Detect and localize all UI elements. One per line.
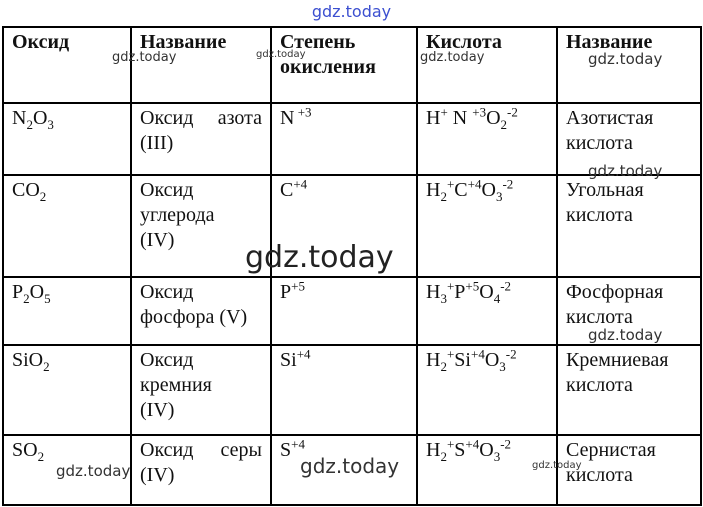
- header-oxidation-state: Степень окисления: [271, 27, 417, 103]
- site-watermark-top: gdz.today: [311, 2, 392, 21]
- acid-name: Кремниевая кислота: [557, 345, 701, 435]
- oxidation-state: $C^{+4}$: [271, 175, 417, 277]
- acid-formula: $H_3^+P^{+5}O_4^{-2}$: [417, 277, 557, 345]
- header-oxide: Оксид: [3, 27, 131, 103]
- oxide-formula: SiO$_2$: [3, 345, 131, 435]
- header-name: Название: [131, 27, 271, 103]
- watermark: gdz.today: [420, 50, 485, 65]
- table-row: [3, 345, 701, 435]
- acid-name: Угольная кислота: [557, 175, 701, 277]
- watermark: gdz.today: [56, 462, 131, 480]
- header-acid: Кислота: [417, 27, 557, 103]
- oxide-name: Оксид серы (IV): [131, 435, 271, 505]
- acid-formula: $H_2^+Si^{+4}O_3^{-2}$: [417, 345, 557, 435]
- watermark: gdz.today: [588, 50, 663, 68]
- watermark: gdz.today: [532, 460, 582, 471]
- watermark: gdz.today: [112, 50, 177, 65]
- oxidation-state: $S^{+4}$: [271, 435, 417, 505]
- oxide-name: Оксид азота (III): [131, 103, 271, 175]
- oxide-formula: $N_2O_3$: [3, 103, 131, 175]
- watermark: gdz.today: [300, 454, 400, 478]
- acid-name: Азотистая кислота: [557, 103, 701, 175]
- header-acid-name: Название: [557, 27, 701, 103]
- oxide-formula: $SO_2$: [3, 435, 131, 505]
- oxidation-state: N $^{+3}$: [271, 103, 417, 175]
- oxide-formula: $CO_2$: [3, 175, 131, 277]
- watermark: gdz.today: [245, 240, 394, 275]
- oxide-formula: $P_2O_5$: [3, 277, 131, 345]
- acid-name: Сернистая кислота: [557, 435, 701, 505]
- acid-formula: $H_2^+C^{+4}O_3^{-2}$: [417, 175, 557, 277]
- watermark: gdz.today: [256, 49, 306, 60]
- acid-formula: $H_2^+S^{+4}O_3^{-2}$: [417, 435, 557, 505]
- watermark: gdz.today: [588, 326, 663, 344]
- watermark: gdz.today: [588, 162, 663, 180]
- acid-name: Фосфорная кислота: [557, 277, 701, 345]
- oxide-name: Оксид кремния (IV): [131, 345, 271, 435]
- oxidation-state: $P^{+5}$: [271, 277, 417, 345]
- oxide-name: Оксид фосфора (V): [131, 277, 271, 345]
- acid-formula: H+ N $^{+3}O_2^{-2}$: [417, 103, 557, 175]
- oxide-name: Оксид углерода (IV): [131, 175, 271, 277]
- oxidation-state: $Si^{+4}$: [271, 345, 417, 435]
